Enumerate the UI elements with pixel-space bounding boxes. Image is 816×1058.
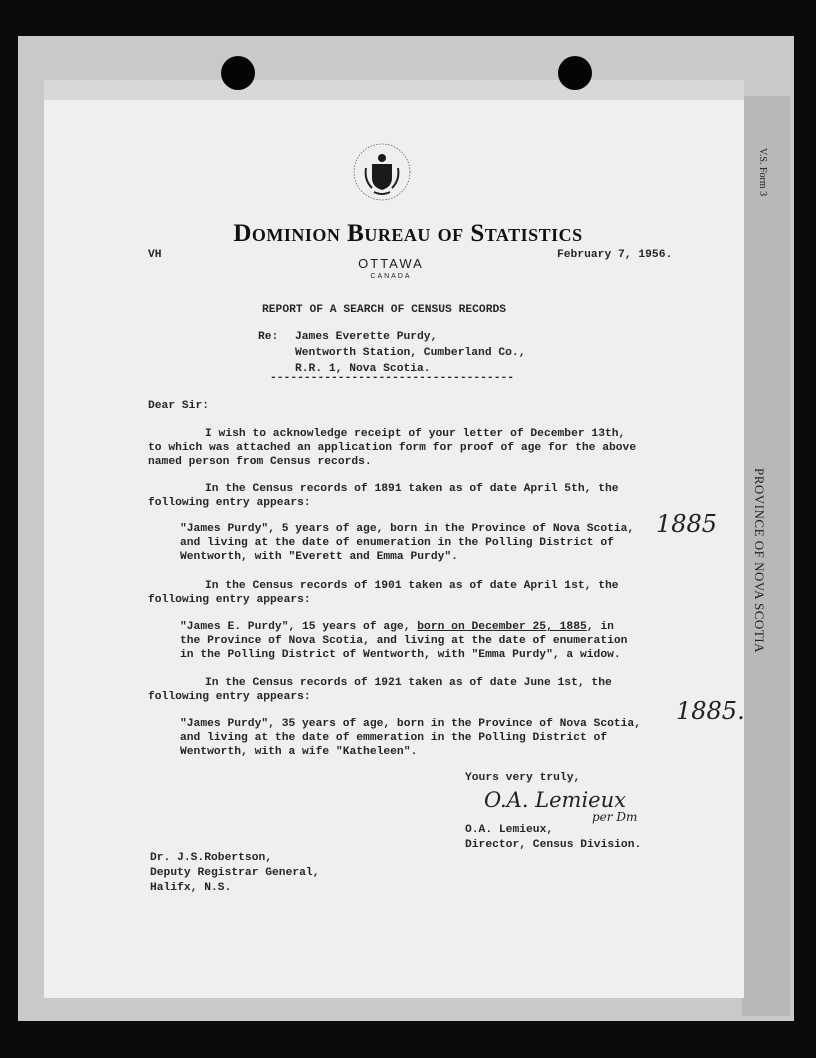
re-name: James Everette Purdy, [295,331,438,343]
body-line-text: Wentworth, with "Everett and Emma Purdy". [180,551,458,563]
letter-date: February 7, 1956. [557,249,673,261]
body-line [148,690,311,704]
body-line [180,717,641,731]
body-line [205,427,625,441]
body-line-text: "James E. Purdy", 15 years of age, [180,621,418,633]
signature: O.A. Lemieux [484,788,626,812]
body-line-text: In the Census records of 1891 taken as of date April 5th, the [205,483,619,495]
recipient-title: Deputy Registrar General, [150,867,320,879]
body-line [180,620,614,634]
report-title: REPORT OF A SEARCH OF CENSUS RECORDS [262,304,507,316]
body-line [180,745,417,759]
recipient-name: Dr. J.S.Robertson, [150,852,273,864]
punch-hole [221,56,255,90]
body-line-text: following entry appears: [148,497,311,509]
signer-name: O.A. Lemieux, [465,824,554,836]
body-line-text: following entry appears: [148,594,311,606]
closing: Yours very truly, [465,772,581,784]
salutation: Dear Sir: [148,400,210,412]
body-line [180,536,614,550]
recipient-location: Halifx, N.S. [150,882,232,894]
body-line [180,550,458,564]
body-line-text: in the Polling District of Wentworth, with "Emma Purdy", a widow. [180,649,621,661]
body-line-text: "James Purdy", 35 years of age, born in the Province of Nova Scotia, [180,718,641,730]
body-line [148,441,636,455]
form-number: V.S. Form 3 [757,148,768,197]
re-address-1: Wentworth Station, Cumberland Co., [295,347,526,359]
body-line [205,482,619,496]
body-line [205,579,619,593]
underlined-birth-date: born on December 25, 1885 [417,621,587,633]
body-line [180,731,607,745]
body-line-text: the Province of Nova Scotia, and living at the date of enumeration [180,635,628,647]
reference-initials: VH [148,249,162,261]
body-line [148,593,311,607]
body-line-text: named person from Census records. [148,456,372,468]
signer-title: Director, Census Division. [465,839,642,851]
punch-hole [558,56,592,90]
province-label: PROVINCE OF NOVA SCOTIA [752,468,767,653]
letterhead-city: OTTAWA [358,256,424,271]
body-line [180,634,627,648]
body-line-text: "James Purdy", 5 years of age, born in the Province of Nova Scotia, [180,523,635,535]
letterhead-country: CANADA [370,273,412,280]
body-line [148,455,372,469]
re-rule: ------------------------------------ [270,372,515,384]
letterhead-title: Dominion Bureau of Statistics [233,220,583,247]
signature-per: per Dm [592,810,638,824]
body-line [180,522,634,536]
handwritten-annotation: 1885. [676,697,745,725]
body-line-text: In the Census records of 1901 taken as of date April 1st, the [205,580,619,592]
body-line-text: , in [586,621,614,633]
body-line-text: following entry appears: [148,691,311,703]
body-line-text: I wish to acknowledge receipt of your letter of December 13th, [205,428,626,440]
re-address-2: R.R. 1, Nova Scotia. [295,363,431,375]
body-line-text: and living at the date of enumeration in the Polling District of [180,537,614,549]
body-line [148,496,311,510]
handwritten-annotation: 1885 [656,510,718,538]
coat-of-arms-seal [352,142,412,202]
re-label: Re: [258,331,279,343]
body-line-text: Wentworth, with a wife "Katheleen". [180,746,418,758]
body-line [180,648,621,662]
body-line-text: In the Census records of 1921 taken as of date June 1st, the [205,677,612,689]
body-line-text: to which was attached an application form for proof of age for the above [148,442,637,454]
body-line-text: and living at the date of emmeration in the Polling District of [180,732,608,744]
body-line [205,676,612,690]
